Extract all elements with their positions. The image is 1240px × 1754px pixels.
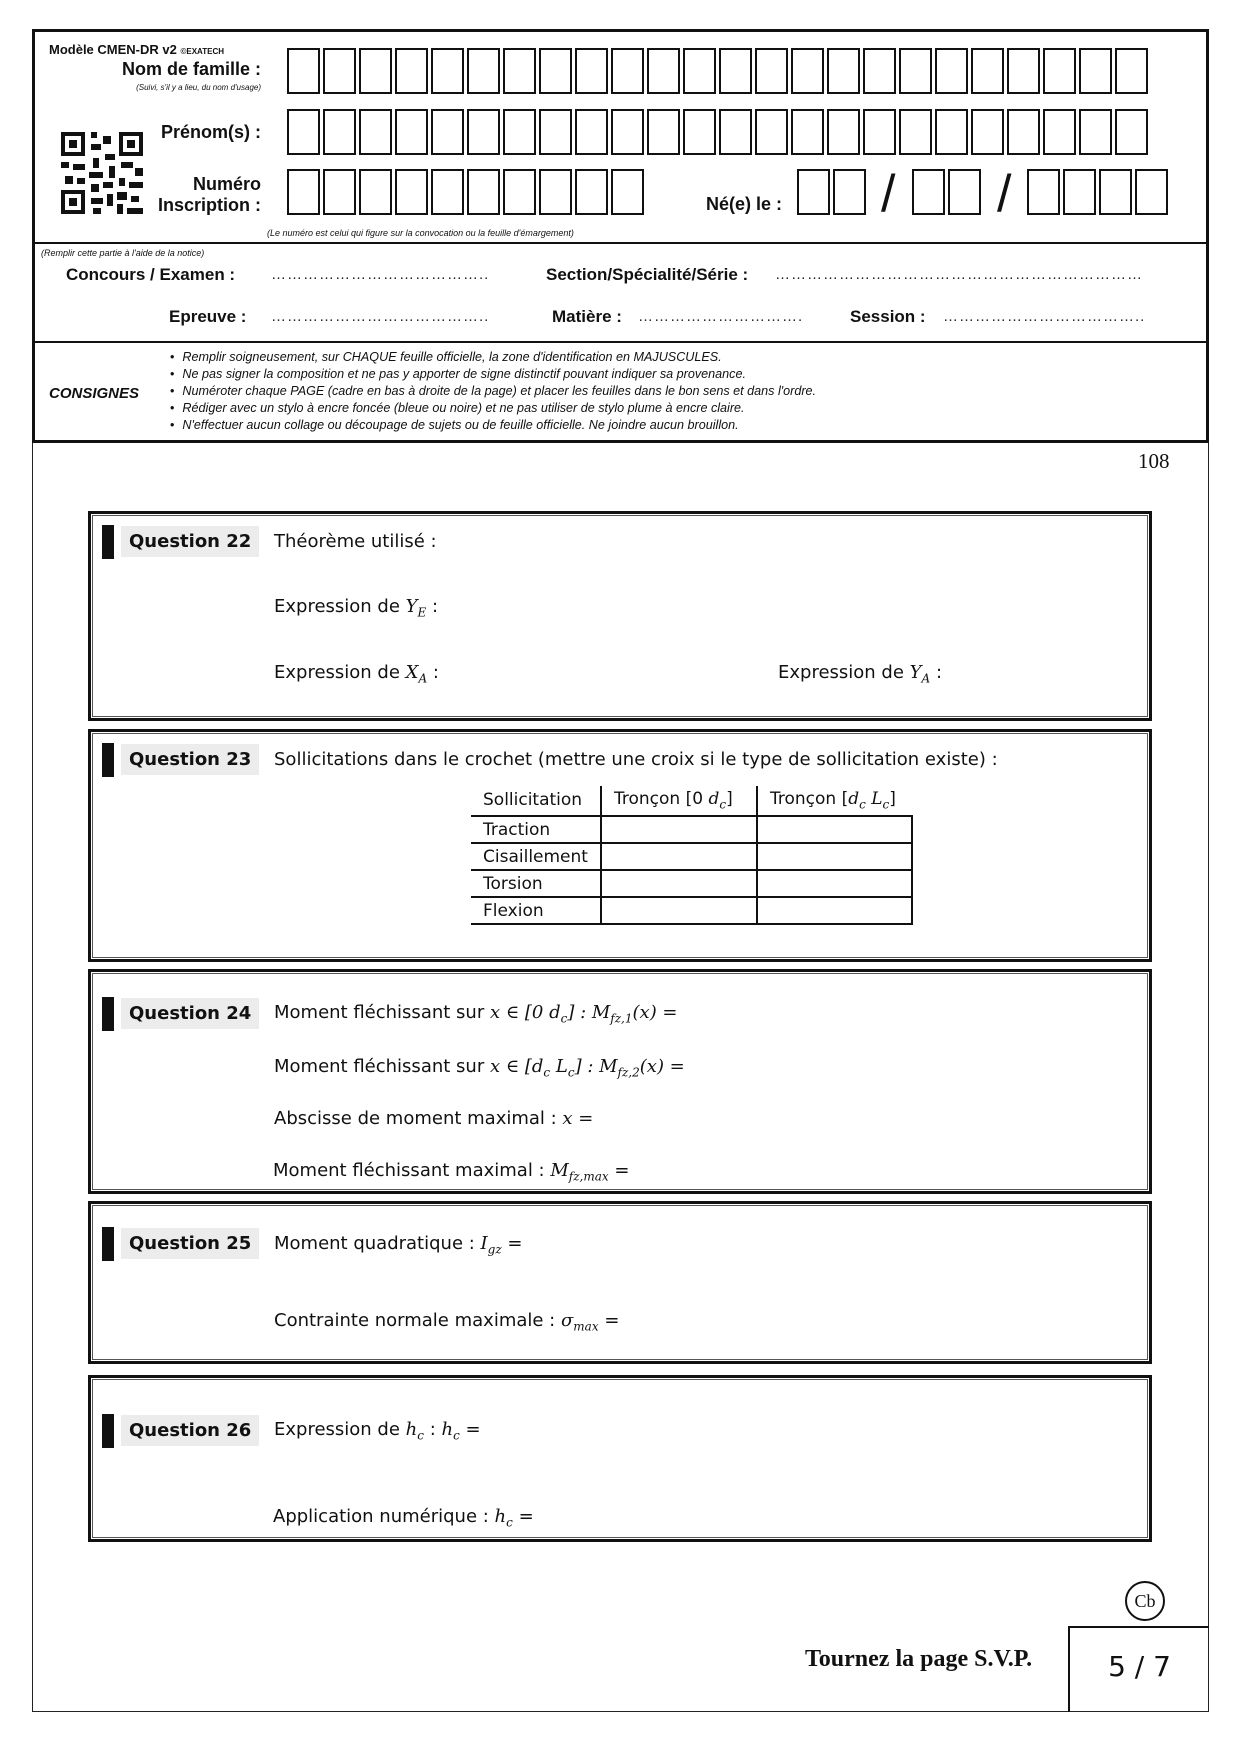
section-label: Section/Spécialité/Série : xyxy=(546,265,749,284)
divider xyxy=(35,242,1206,244)
q22-expression-xa: Expression de $X_A$ : xyxy=(274,662,439,686)
q24-moment-2: Moment fléchissant sur x ∈ [$d_c$ $L_c$] : $M_{fz,2}(x)$ = xyxy=(274,1056,685,1080)
registration-label-2: Inscription : xyxy=(158,195,261,215)
column-header: Tronçon [0 $d_c$] xyxy=(601,786,757,816)
q25-moment-quadratique: Moment quadratique : $I_{gz}$ = xyxy=(274,1233,523,1257)
question-marker xyxy=(102,1414,114,1448)
q22-theorem: Théorème utilisé : xyxy=(274,531,437,552)
concours-label: Concours / Examen : xyxy=(66,265,236,284)
last-name-label: Nom de famille : xyxy=(121,59,261,79)
date-separator: / xyxy=(997,165,1012,223)
answer-cell[interactable] xyxy=(757,897,912,924)
concours-field[interactable]: ………………………………….. xyxy=(271,266,490,283)
table-row xyxy=(471,870,912,897)
page-count: 5 / 7 xyxy=(1068,1626,1209,1712)
question-25-box[interactable] xyxy=(88,1201,1152,1364)
q26-application: Application numérique : $h_c$ = xyxy=(273,1506,534,1530)
answer-cell[interactable] xyxy=(757,870,912,897)
session-label: Session : xyxy=(850,307,926,326)
question-22-box[interactable] xyxy=(88,511,1152,721)
registration-hint: (Le numéro est celui qui figure sur la convocation ou la feuille d'émargement) xyxy=(267,228,574,238)
answer-cell[interactable] xyxy=(601,870,757,897)
consigne-item: • N'effectuer aucun collage ou découpage de sujets ou de feuille officielle. Ne joindre aucun brouillon. xyxy=(170,417,816,434)
column-header: Sollicitation xyxy=(471,786,601,816)
turn-page-notice: Tournez la page S.V.P. xyxy=(805,1646,1033,1672)
question-24-box[interactable] xyxy=(88,969,1152,1194)
q24-moment-1: Moment fléchissant sur x ∈ [0 $d_c$] : $M_{fz,1}(x)$ = xyxy=(274,1002,678,1026)
table-row xyxy=(471,897,912,924)
question-23-box xyxy=(88,729,1152,962)
epreuve-field[interactable]: ………………………………….. xyxy=(271,308,490,325)
consigne-item: • Rédiger avec un stylo à encre foncée (bleue ou noire) et ne pas utiliser de stylo plume à encre claire. xyxy=(170,400,816,417)
section-field[interactable]: …………………………………………………………… xyxy=(775,266,1143,283)
question-25-tag: Question 25 xyxy=(121,1228,259,1259)
table-row xyxy=(471,843,912,870)
q24-abscissa: Abscisse de moment maximal : x = xyxy=(274,1108,594,1129)
form-model xyxy=(49,42,224,57)
question-marker xyxy=(102,743,114,777)
answer-cell[interactable] xyxy=(757,816,912,843)
last-name-hint: (Suivi, s'il y a lieu, du nom d'usage) xyxy=(136,83,261,92)
q22-expression-ye: Expression de $Y_E$ : xyxy=(274,596,439,620)
identification-header xyxy=(32,29,1209,443)
first-name-boxes[interactable] xyxy=(287,109,1151,155)
page-number: 108 xyxy=(1138,449,1170,473)
matiere-field[interactable]: …………………………. xyxy=(638,308,804,325)
consignes-title: CONSIGNES xyxy=(49,385,140,402)
answer-cell[interactable] xyxy=(757,843,912,870)
birth-month-boxes[interactable] xyxy=(912,169,984,215)
answer-cell[interactable] xyxy=(601,843,757,870)
question-marker xyxy=(102,997,114,1031)
registration-label-1: Numéro xyxy=(192,174,261,194)
q22-expression-ya: Expression de $Y_A$ : xyxy=(778,662,943,686)
table-row xyxy=(471,816,912,843)
sollicitation-name: Torsion xyxy=(471,870,601,897)
first-name-label: Prénom(s) : xyxy=(160,122,261,142)
registration-number-boxes[interactable] xyxy=(287,169,647,215)
question-23-tag: Question 23 xyxy=(121,744,259,775)
divider xyxy=(35,341,1206,343)
consignes-list xyxy=(170,349,816,434)
form-model-brand: ©EXATECH xyxy=(180,47,225,56)
birth-date-label: Né(e) le : xyxy=(706,194,783,214)
consigne-item: • Ne pas signer la composition et ne pas y apporter de signe distinctif pouvant indiquer sa provenance. xyxy=(170,366,816,383)
form-model-label: Modèle CMEN-DR v2 xyxy=(49,42,177,57)
answer-cell[interactable] xyxy=(601,897,757,924)
question-24-tag: Question 24 xyxy=(121,998,259,1029)
epreuve-label: Epreuve : xyxy=(169,307,247,326)
sollicitation-name: Flexion xyxy=(471,897,601,924)
question-26-tag: Question 26 xyxy=(121,1415,259,1446)
fill-hint: (Remplir cette partie à l'aide de la notice) xyxy=(41,248,205,258)
matiere-label: Matière : xyxy=(552,307,622,326)
last-name-boxes[interactable] xyxy=(287,48,1151,94)
date-separator: / xyxy=(881,165,896,223)
q23-prompt: Sollicitations dans le crochet (mettre une croix si le type de sollicitation existe) : xyxy=(274,749,998,770)
q26-expression-hc: Expression de $h_c$ : $h_c$ = xyxy=(274,1419,481,1443)
cb-badge: Cb xyxy=(1125,1581,1165,1621)
question-26-box[interactable] xyxy=(88,1375,1152,1542)
qr-code-icon xyxy=(61,132,143,214)
question-22-tag: Question 22 xyxy=(121,526,259,557)
session-field[interactable]: ……………………………….. xyxy=(943,308,1146,325)
q24-moment-max: Moment fléchissant maximal : $M_{fz,max}$ = xyxy=(273,1160,630,1184)
consigne-item: • Numéroter chaque PAGE (cadre en bas à droite de la page) et placer les feuilles dans le bon sens et dans l'ordre. xyxy=(170,383,816,400)
q25-contrainte: Contrainte normale maximale : $\sigma_{max}$ = xyxy=(274,1310,620,1334)
column-header: Tronçon [$d_c$ $L_c$] xyxy=(757,786,912,816)
sollicitation-table xyxy=(471,786,913,925)
birth-day-boxes[interactable] xyxy=(797,169,869,215)
question-marker xyxy=(102,1227,114,1261)
sollicitation-name: Cisaillement xyxy=(471,843,601,870)
question-marker xyxy=(102,525,114,559)
answer-cell[interactable] xyxy=(601,816,757,843)
consigne-item: • Remplir soigneusement, sur CHAQUE feuille officielle, la zone d'identification en MAJUSCULES. xyxy=(170,349,816,366)
sollicitation-name: Traction xyxy=(471,816,601,843)
birth-year-boxes[interactable] xyxy=(1027,169,1171,215)
